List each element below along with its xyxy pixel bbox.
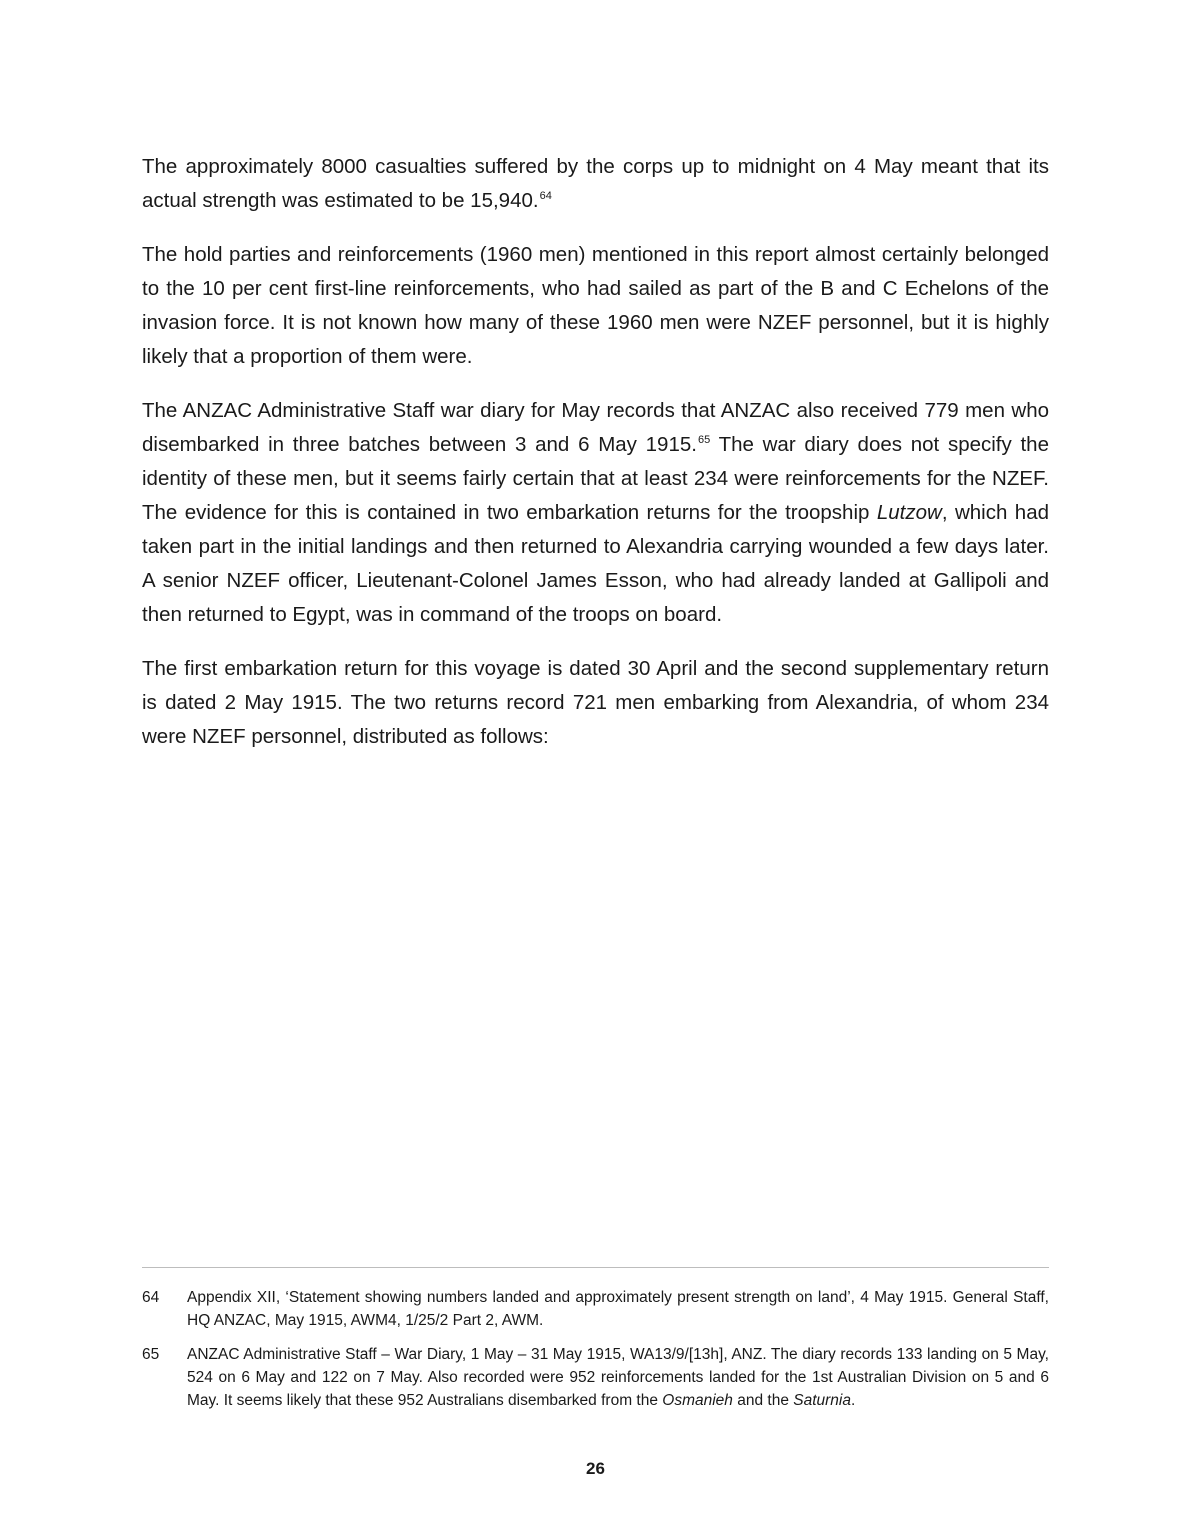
paragraph-3-text-c: , which had taken part in the initial landings and then returned to Alexandria carrying wounded a few days later. A senior NZEF officer, Lieutenant-Colonel James Esson, who had already landed at Gallipoli and then returned to Egypt, was in command of the troops on board. <box>142 501 1049 626</box>
footnote-65-text-c: . <box>850 1392 856 1409</box>
footnote-ref-65[interactable]: 65 <box>697 433 711 446</box>
paragraph-4 <box>142 652 1049 754</box>
footnote-65-text-b: and the <box>732 1392 794 1409</box>
ship-name-saturnia: Saturnia <box>793 1392 851 1409</box>
paragraph-1-text: The approximately 8000 casualties suffered by the corps up to midnight on 4 May meant that its actual strength was estimated to be 15,940. <box>142 155 1049 212</box>
paragraph-2-text: The hold parties and reinforcements (1960 men) mentioned in this report almost certainly belonged to the 10 per cent first-line reinforcements, who had sailed as part of the B and C Echelons of the invasion force. It is not known how many of these 1960 men were NZEF personnel, but it is highly likely that a proportion of them were. <box>142 243 1049 368</box>
paragraph-3 <box>142 394 1049 632</box>
footnote-ref-64[interactable]: 64 <box>539 189 552 202</box>
paragraph-4-text: The first embarkation return for this voyage is dated 30 April and the second supplementary return is dated 2 May 1915. The two returns record 721 men embarking from Alexandria, of whom 234 were NZEF personnel, distributed as follows: <box>142 657 1049 748</box>
footnote-number: 64 <box>142 1289 160 1306</box>
body-text <box>142 150 1049 754</box>
footnote-text <box>187 1343 1049 1412</box>
ship-name-lutzow: Lutzow <box>876 501 942 524</box>
footnote-64 <box>142 1286 1049 1332</box>
footnote-65 <box>142 1343 1049 1412</box>
paragraph-3-text-a: The ANZAC Administrative Staff war diary for May records that ANZAC also received 779 men who disembarked in three batches between 3 and 6 May 1915. <box>142 399 1049 456</box>
footnotes <box>142 1286 1049 1423</box>
footnote-65-text-a: ANZAC Administrative Staff – War Diary, 1 May – 31 May 1915, WA13/9/[13h], ANZ. The diary records 133 landing on 5 May, 524 on 6 May and 122 on 7 May. Also recorded were 952 reinforcements landed for the 1st Australian Division on 5 and 6 May. It seems likely that these 952 Australians disembarked from the <box>187 1346 1049 1409</box>
paragraph-1 <box>142 150 1049 218</box>
paragraph-3-text-b: The war diary does not specify the identity of these men, but it seems fairly certain that at least 234 were reinforcements for the NZEF. The evidence for this is contained in two embarkation returns for the troopship <box>142 433 1049 524</box>
page-number: 26 <box>586 1459 605 1478</box>
paragraph-2 <box>142 238 1049 374</box>
footnote-text: Appendix XII, ‘Statement showing numbers landed and approximately present strength on land’, 4 May 1915. General Staff, HQ ANZAC, May 1915, AWM4, 1/25/2 Part 2, AWM. <box>187 1289 1049 1329</box>
ship-name-osmanieh: Osmanieh <box>662 1392 733 1409</box>
footnote-number: 65 <box>142 1346 160 1363</box>
footnote-divider <box>142 1267 1049 1268</box>
